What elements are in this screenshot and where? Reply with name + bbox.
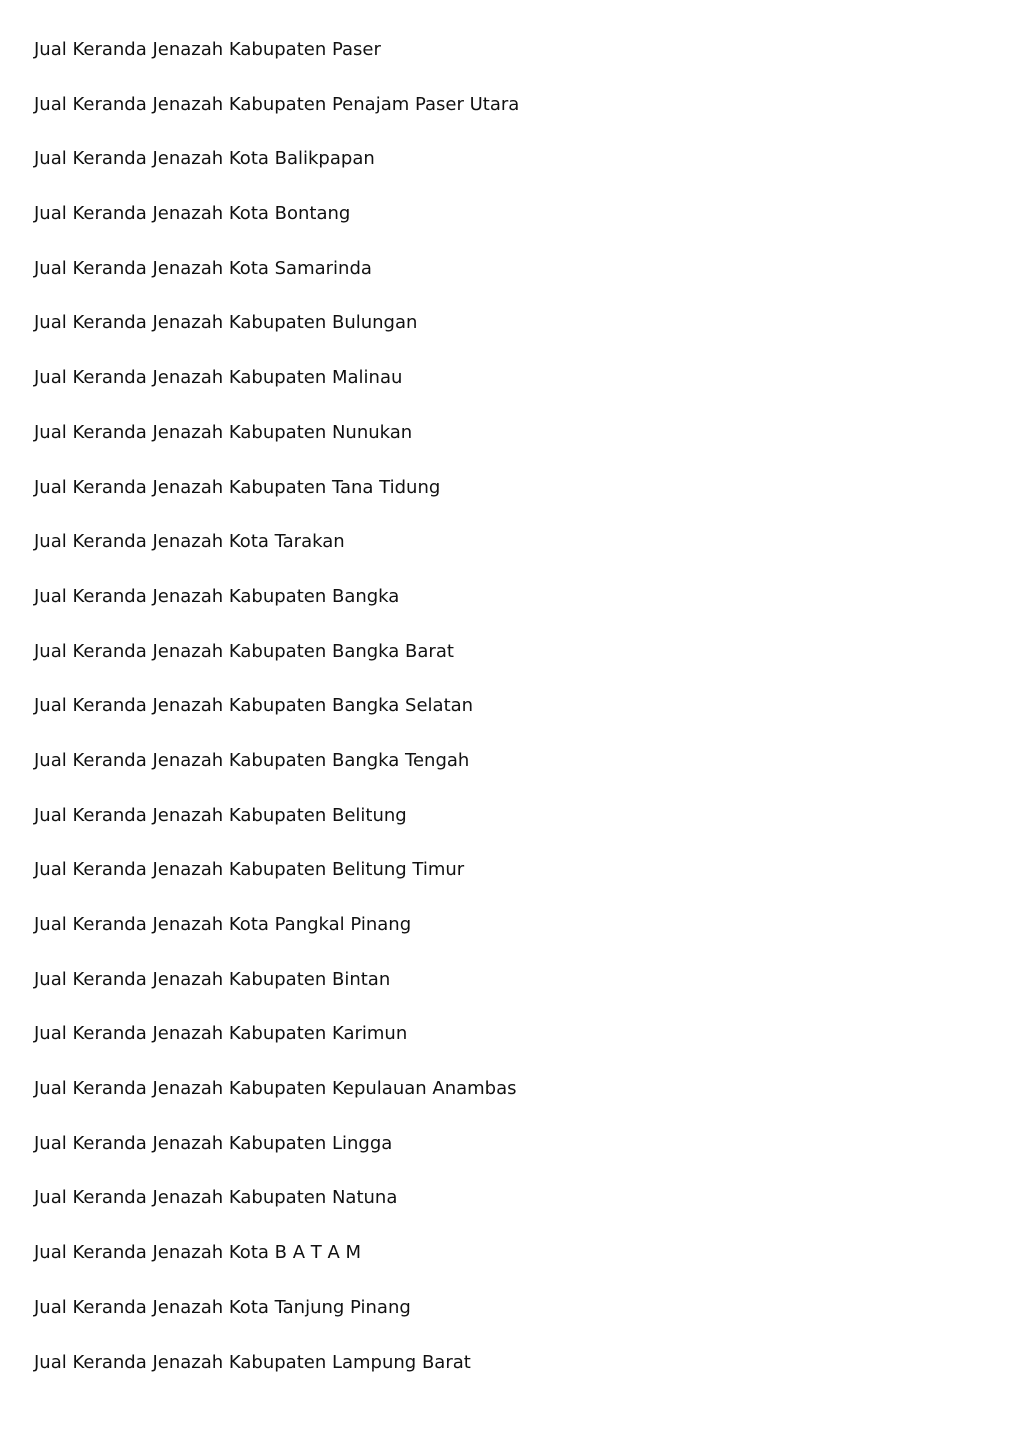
list-item: Jual Keranda Jenazah Kabupaten Bangka Selatan	[34, 695, 474, 717]
list-item: Jual Keranda Jenazah Kabupaten Bangka	[34, 585, 400, 607]
list-item: Jual Keranda Jenazah Kabupaten Nunukan	[34, 421, 413, 443]
list-item: Jual Keranda Jenazah Kabupaten Tana Tidung	[34, 476, 441, 498]
list-item: Jual Keranda Jenazah Kota Tarakan	[34, 531, 345, 553]
list-item: Jual Keranda Jenazah Kota Bontang	[34, 203, 351, 225]
list-item: Jual Keranda Jenazah Kabupaten Penajam Paser Utara	[34, 93, 520, 115]
list-item: Jual Keranda Jenazah Kabupaten Belitung	[34, 804, 407, 826]
list-item: Jual Keranda Jenazah Kabupaten Kepulauan Anambas	[34, 1078, 517, 1100]
list-item: Jual Keranda Jenazah Kota Pangkal Pinang	[34, 914, 412, 935]
list-item: Jual Keranda Jenazah Kabupaten Malinau	[34, 367, 403, 389]
list-item: Jual Keranda Jenazah Kabupaten Natuna	[34, 1187, 398, 1209]
list-item: Jual Keranda Jenazah Kabupaten Bangka Barat	[34, 640, 454, 662]
list-item: Jual Keranda Jenazah Kabupaten Paser	[34, 39, 381, 60]
list-item: Jual Keranda Jenazah Kota Tanjung Pinang	[34, 1296, 411, 1318]
list-item: Jual Keranda Jenazah Kabupaten Karimun	[34, 1023, 408, 1045]
list-item: Jual Keranda Jenazah Kota B A T A M	[34, 1242, 362, 1264]
list-item: Jual Keranda Jenazah Kabupaten Lampung Barat	[34, 1351, 471, 1373]
list-item: Jual Keranda Jenazah Kabupaten Bintan	[34, 968, 391, 990]
list-item: Jual Keranda Jenazah Kabupaten Bulungan	[34, 312, 418, 334]
list-item: Jual Keranda Jenazah Kabupaten Lingga	[34, 1132, 393, 1154]
list-item: Jual Keranda Jenazah Kabupaten Bangka Tengah	[34, 749, 470, 771]
list-item: Jual Keranda Jenazah Kota Samarinda	[34, 257, 372, 279]
product-list	[34, 36, 519, 1403]
list-item: Jual Keranda Jenazah Kota Balikpapan	[34, 148, 375, 170]
list-item: Jual Keranda Jenazah Kabupaten Belitung Timur	[34, 859, 465, 881]
